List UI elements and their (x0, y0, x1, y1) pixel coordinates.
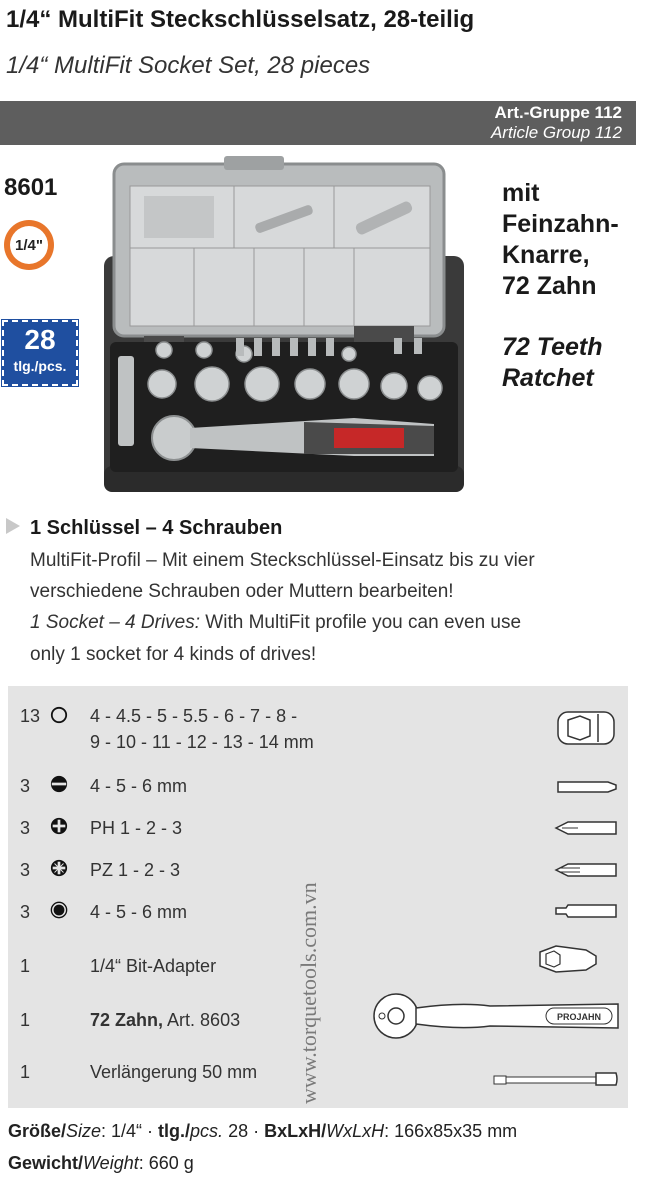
description-line-en (30, 612, 521, 634)
weight-key-en: Weight (83, 1153, 139, 1173)
contents-panel (8, 686, 628, 1108)
extension-bar-icon (492, 1068, 620, 1090)
description-line: only 1 socket for 4 kinds of drives! (30, 644, 317, 665)
ratchet-brand-label: PROJAHN (556, 1012, 602, 1022)
row-qty: 3 (20, 818, 31, 838)
article-group-bar (0, 101, 636, 145)
hex-key-icon (50, 901, 68, 919)
size-key: Größe/ (8, 1121, 67, 1141)
pcs-key: tlg./ (158, 1121, 191, 1141)
row-qty: 1 (20, 1010, 31, 1030)
triangle-bullet-icon (6, 518, 20, 534)
size-key-en: Size (66, 1121, 102, 1141)
page-subtitle: 1/4“ MultiFit Socket Set, 28 pieces (6, 52, 371, 79)
dim-key-en: WxLxH (326, 1121, 385, 1141)
feature-de-line: 72 Zahn (502, 272, 597, 300)
row-qty: 13 (20, 706, 41, 726)
feature-en-line: 72 Teeth (502, 333, 603, 361)
feature-de-line: mit (502, 179, 540, 207)
row-qty: 1 (20, 956, 31, 976)
slotted-icon (50, 775, 68, 793)
row-qty: 3 (20, 776, 31, 796)
description-line: MultiFit-Profil – Mit einem Steckschlüssel-Einsatz bis zu vier (30, 550, 535, 571)
drive-size-badge (4, 220, 54, 270)
row-text: 1/4“ Bit-Adapter (90, 956, 217, 976)
dim-key: BxLxH/ (264, 1121, 327, 1141)
pieces-count: 28 (24, 324, 56, 355)
hex-bit-icon (554, 900, 618, 922)
footer-weight (8, 1153, 194, 1174)
watermark (296, 804, 324, 1104)
pieces-badge (2, 320, 78, 386)
row-qty: 3 (20, 902, 31, 922)
pozidriv-bit-icon (554, 858, 618, 882)
phillips-bit-icon (554, 816, 618, 840)
pozidriv-icon (50, 859, 68, 877)
description-rest: With MultiFit profile you can even use (200, 612, 522, 633)
row-text: 4 - 4.5 - 5 - 5.5 - 6 - 7 - 8 - (90, 706, 298, 726)
feature-text-de (502, 178, 619, 302)
article-group-de: Art.-Gruppe 112 (494, 103, 622, 122)
description-italic: 1 Socket – 4 Drives: (30, 612, 201, 633)
phillips-icon (50, 817, 68, 835)
article-number: 8601 (4, 174, 58, 201)
pieces-label: tlg./pcs. (13, 358, 67, 374)
row-text: PH 1 - 2 - 3 (90, 818, 183, 838)
hex-socket-icon (50, 706, 68, 724)
dim-value: : 166x85x35 mm (384, 1121, 518, 1141)
row-text-rest: Art. 8603 (163, 1010, 241, 1030)
row-text: PZ 1 - 2 - 3 (90, 860, 181, 880)
description-line: verschiedene Schrauben oder Muttern bearbeiten! (30, 581, 454, 602)
row-text: Verlängerung 50 mm (90, 1062, 258, 1082)
description-headline: 1 Schlüssel – 4 Schrauben (30, 517, 283, 539)
feature-de-line: Feinzahn- (502, 210, 619, 238)
row-qty: 1 (20, 1062, 31, 1082)
row-qty: 3 (20, 860, 31, 880)
bit-adapter-icon (536, 942, 600, 976)
footer-specs (8, 1121, 517, 1142)
article-group-en: Article Group 112 (490, 123, 622, 142)
feature-en-line: Ratchet (502, 364, 594, 392)
page-title: 1/4“ MultiFit Steckschlüsselsatz, 28-teilig (6, 6, 475, 33)
socket-case-image (104, 156, 464, 492)
watermark-text: www.torquetools.com.vn (296, 882, 321, 1104)
row-text: 4 - 5 - 6 mm (90, 902, 188, 922)
row-text (90, 1010, 240, 1031)
feature-text-en (502, 332, 603, 394)
row-text-2: 9 - 10 - 11 - 12 - 13 - 14 mm (90, 732, 314, 752)
row-text-bold: 72 Zahn, (90, 1010, 164, 1030)
size-value: : 1/4“ · (101, 1121, 159, 1141)
feature-de-line: Knarre, (502, 241, 590, 269)
slotted-bit-icon (554, 776, 618, 798)
socket-tool-icon (554, 706, 618, 750)
weight-key: Gewicht/ (8, 1153, 84, 1173)
pcs-value: 28 · (223, 1121, 265, 1141)
row-text: 4 - 5 - 6 mm (90, 776, 188, 796)
weight-value: : 660 g (138, 1153, 194, 1173)
ratchet-icon (370, 990, 620, 1042)
drive-size-label: 1/4" (10, 226, 48, 264)
pcs-key-en: pcs. (190, 1121, 224, 1141)
